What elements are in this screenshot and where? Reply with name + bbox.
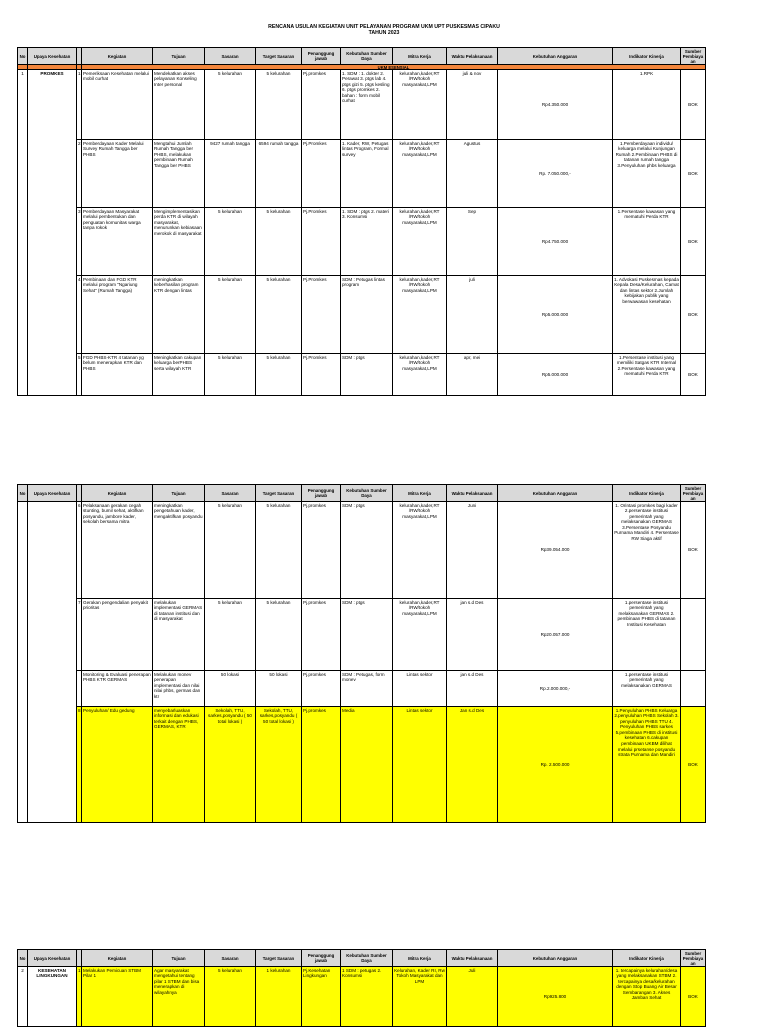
row-number-cell: 7 bbox=[77, 599, 82, 671]
table-header-row bbox=[18, 48, 706, 65]
mitra-cell: kelurahan,kader,RT /RW/tokoh masyarakat,LPM bbox=[393, 208, 447, 276]
table-row bbox=[18, 707, 706, 823]
mitra-cell: kelurahan,kader,RT /RW/tokoh masyarakat,LPM bbox=[393, 502, 447, 599]
header-cell: Kebutuhan Sumber Daya bbox=[341, 48, 393, 65]
header-cell: Penanggung jawab bbox=[302, 48, 341, 65]
sumber-daya-cell: 1. Kader, RW, Petugas lintas Program, Formal survey bbox=[341, 140, 393, 208]
waktu-cell: Juli bbox=[447, 967, 498, 1027]
table-row bbox=[18, 70, 706, 140]
sumber-daya-cell: SDM : Petugas lintas program bbox=[341, 276, 393, 354]
upaya-number-cell: 2 bbox=[18, 967, 28, 1027]
sasaran-cell: 50 lokasi bbox=[205, 671, 256, 707]
pj-cell: Pj.promkes bbox=[302, 502, 341, 599]
header-cell: No bbox=[18, 485, 28, 502]
row-number-cell: 8 bbox=[77, 707, 82, 823]
anggaran-cell: Rp5.000.000 bbox=[498, 354, 613, 396]
tujuan-cell: menyebarluaskan informasi dan edukasi terkait dengan PHBS, GERMAS, KTR bbox=[153, 707, 205, 823]
sasaran-cell: 5 kelurahan bbox=[205, 502, 256, 599]
sasaran-cell: 5 kelurahan bbox=[205, 70, 256, 140]
biaya-cell: BOK bbox=[681, 208, 706, 276]
pj-cell: Pj.Kesehatan Lingkungan bbox=[302, 967, 341, 1027]
tujuan-cell: Agar masyarakat mengetahui tentang pilar 1 STBM dan bisa menerapkan di wilayahnya bbox=[153, 967, 205, 1027]
mitra-cell: kelurahan,kader,RT /RW/tokoh masyarakat,LPM bbox=[393, 140, 447, 208]
sumber-daya-cell: SDM : ptgs bbox=[341, 502, 393, 599]
indikator-cell: 1.Persentase kawasan yang mematuhi Perda KTR bbox=[613, 208, 681, 276]
header-cell: Upaya Kesehatan bbox=[28, 48, 77, 65]
table-row bbox=[18, 276, 706, 354]
indikator-cell: 1.RPK bbox=[613, 70, 681, 140]
header-cell: Kebutuhan Sumber Daya bbox=[341, 485, 393, 502]
kegiatan-cell: Pelaksanaan gerakan cegah stunting, bumil sehat, aktifkan posyandu, jambore kader, sekolah bersama mitra bbox=[82, 502, 153, 599]
table-row bbox=[18, 599, 706, 671]
header-cell: Waktu Pelaksanaan bbox=[447, 485, 498, 502]
kegiatan-cell: Penyuluhan/ Edu gedung bbox=[82, 707, 153, 823]
target-cell: 5 kelurahan bbox=[256, 354, 302, 396]
indikator-cell: 1.Pemberdayaan individu/ keluarga melalui Kunjungan Rumah 2.Pembinaan PHBS di tatanan rumah tangga 3.Penyuluhan phbs keluarga bbox=[613, 140, 681, 208]
header-cell: Target Sasaran bbox=[256, 48, 302, 65]
kegiatan-cell: Melakukan Pemicuan STBM Pilar 1 bbox=[82, 967, 153, 1027]
header-cell: Sumber Pembiayaan bbox=[681, 485, 706, 502]
header-cell: Mitra Kerja bbox=[393, 485, 447, 502]
anggaran-cell: Rp925.800 bbox=[498, 967, 613, 1027]
mitra-cell: Lintas sektor bbox=[393, 707, 447, 823]
tujuan-cell: Mendekatkan akses pelayanan Konseling Inter personal bbox=[153, 70, 205, 140]
tujuan-cell: melakukan implementasi GERMAS di tatanan institusi dan di masyarakat bbox=[153, 599, 205, 671]
sumber-daya-cell: SDM : ptgs bbox=[341, 599, 393, 671]
header-cell: Sasaran bbox=[205, 485, 256, 502]
anggaran-cell: Rp5.000.000 bbox=[498, 276, 613, 354]
biaya-cell: BOK bbox=[681, 276, 706, 354]
indikator-cell: 1.persentase institusi pemerintah yang melaksanakan GERMAS 2. pembinaan PHBS di tatanan Institusi Kesehatan bbox=[613, 599, 681, 671]
upaya-number-cell: 1 bbox=[18, 70, 28, 396]
pj-cell: Pj.Promkes bbox=[302, 208, 341, 276]
indikator-cell: 1.persentase institusi pemerintah yang melaksanakan GERMAS bbox=[613, 671, 681, 707]
indikator-cell: 1. tercapainya kelurahan/desa yang melaksanakan STBM 2. tercapainya desa/kelurahan dengan Stop Buang Air Besar Sembarangan 3. Akses Jamban Sehat bbox=[613, 967, 681, 1027]
biaya-cell bbox=[681, 671, 706, 707]
mitra-cell: Kelurahan, Kader RI, Rw Tokoh Masyarakat dan LPM bbox=[393, 967, 447, 1027]
upaya-kesehatan-cell: KESEHATAN LINGKUNGAN bbox=[28, 967, 77, 1027]
waktu-cell: Sep bbox=[447, 208, 498, 276]
sasaran-cell: Sekolah, TTU, sarkes,posyandu ( 50 total lokasi ) bbox=[205, 707, 256, 823]
upaya-kesehatan-cell bbox=[28, 502, 77, 823]
table-header-row bbox=[18, 950, 706, 967]
mitra-cell: kelurahan,kader,RT /RW/tokoh masyarakat,LPM bbox=[393, 354, 447, 396]
kegiatan-cell: Pemeriksaan Kesehatan melalui mobil curhat bbox=[82, 70, 153, 140]
header-cell: Upaya Kesehatan bbox=[28, 950, 77, 967]
anggaran-cell: Rp20.057.000 bbox=[498, 599, 613, 671]
header-cell: Indikator Kinerja bbox=[613, 485, 681, 502]
indikator-cell: 1. Orintasi promkes bagi kader 2.persentase institusi pemerintah yang melaksanakan GERMAS 3.Persentase Posyandu Purnama Mandiri 4. Persentase RW Siaga aktif bbox=[613, 502, 681, 599]
report-year: TAHUN 2023 bbox=[368, 30, 400, 36]
target-cell: 50 lokasi bbox=[256, 671, 302, 707]
row-number-cell: 6 bbox=[77, 502, 82, 599]
mitra-cell: kelurahan,kader,RT /RW/tokoh masyarakat,LPM bbox=[393, 70, 447, 140]
target-cell: 5 kelurahan bbox=[256, 502, 302, 599]
pj-cell: Pj.Promkes bbox=[302, 354, 341, 396]
target-cell: 5 kelurahan bbox=[256, 208, 302, 276]
indikator-cell: 1.Persentase institusi yang memiliki Satgas KTR Internal 2.Persentase kawasan yang mematuhi Perda KTR bbox=[613, 354, 681, 396]
upaya-kesehatan-cell: PROMKES bbox=[28, 70, 77, 396]
sumber-daya-cell: Media bbox=[341, 707, 393, 823]
tujuan-cell: meningkatkan pengetahuan kader, mengaktifkan posyandu bbox=[153, 502, 205, 599]
anggaran-cell: Rp4.350.000 bbox=[498, 70, 613, 140]
target-cell: 1 kelurahan bbox=[256, 967, 302, 1027]
pj-cell: Pj.promkes bbox=[302, 70, 341, 140]
waktu-cell: jan s.d Des bbox=[447, 671, 498, 707]
header-cell: Tujuan bbox=[153, 485, 205, 502]
sumber-daya-cell: 1. SDM : 1. dokter 2. Perawat 3. ptgs lab 4. ptgs gizi 5. ptgs kesling 6. ptgs promkes 2. bahan : form mobil curhat bbox=[341, 70, 393, 140]
sasaran-cell: 5 kelurahan bbox=[205, 967, 256, 1027]
table-row bbox=[18, 354, 706, 396]
header-cell: Target Sasaran bbox=[256, 485, 302, 502]
table-row bbox=[18, 140, 706, 208]
sumber-daya-cell: SDM : ptgs bbox=[341, 354, 393, 396]
waktu-cell: Juni bbox=[447, 502, 498, 599]
kegiatan-cell: Gerakan pengendalian penyakit prioritas bbox=[82, 599, 153, 671]
header-cell: No bbox=[18, 48, 28, 65]
header-cell: Penanggung jawab bbox=[302, 485, 341, 502]
sasaran-cell: 5 kelurahan bbox=[205, 599, 256, 671]
pj-cell: Pj.Promkes bbox=[302, 276, 341, 354]
header-cell: No bbox=[18, 950, 28, 967]
biaya-cell: BOK bbox=[681, 707, 706, 823]
header-cell: Penanggung jawab bbox=[302, 950, 341, 967]
activity-table-3 bbox=[17, 949, 706, 1027]
kegiatan-cell: Monitoring & Evaluasi penerapan PHBS KTR GERMAS bbox=[82, 671, 153, 707]
tujuan-cell: Meningkatkan cakupan keluarga berPHBS serta wilayah KTR bbox=[153, 354, 205, 396]
kegiatan-cell: FGD PHBS-KTR 4 tatanan yg belum menerapkan KTR dan PHBS bbox=[82, 354, 153, 396]
header-cell: Target Sasaran bbox=[256, 950, 302, 967]
sumber-daya-cell: SDM : Petugas, form monev bbox=[341, 671, 393, 707]
pj-cell: Pj.promkes bbox=[302, 599, 341, 671]
activity-table-1 bbox=[17, 47, 706, 396]
row-number-cell: 1 bbox=[77, 70, 82, 140]
sasaran-cell: 5 kelurahan bbox=[205, 208, 256, 276]
biaya-cell: BOK bbox=[681, 967, 706, 1027]
activity-table-2 bbox=[17, 484, 706, 823]
biaya-cell: BOK bbox=[681, 70, 706, 140]
target-cell: Sekolah, TTU, sarkes,posyandu ( 50 total lokasi ) bbox=[256, 707, 302, 823]
table-row bbox=[18, 967, 706, 1027]
mitra-cell: Lintas sektor bbox=[393, 671, 447, 707]
anggaran-cell: Rp. 7.050.000,- bbox=[498, 140, 613, 208]
anggaran-cell: Rp4.750.000 bbox=[498, 208, 613, 276]
header-cell: Kebutuhan Anggaran bbox=[498, 48, 613, 65]
indikator-cell: 1.Penyuluhan PHBS Keluarga 2.penyuluhan PHBS Sekolah 3. penyuluhan PHBS TTU 4. Penyuluhan PHBS sarkes 5.pembinaan PHBS di institusi kesehatan 6.cakupan pembinaan UKBM dilihat melalui prsetanse posyandu strata Purnama dan Mandiri bbox=[613, 707, 681, 823]
section-band-label: UKM ESENSIAL bbox=[82, 65, 706, 70]
row-number-cell: 2 bbox=[77, 140, 82, 208]
biaya-cell: BOK bbox=[681, 140, 706, 208]
row-number-cell: 4 bbox=[77, 276, 82, 354]
tujuan-cell: Melakukan monev penerapan implementasi dan nilai nilai phbs, germas dan ktr bbox=[153, 671, 205, 707]
mitra-cell: kelurahan,kader,RT /RW/tokoh masyarakat,LPM bbox=[393, 276, 447, 354]
header-cell: Kegiatan bbox=[82, 950, 153, 967]
header-cell: Sumber Pembiayaan bbox=[681, 950, 706, 967]
anggaran-cell: Rp.2.000.000,- bbox=[498, 671, 613, 707]
waktu-cell: apr, mei bbox=[447, 354, 498, 396]
kegiatan-cell: Pemberdayaan Kader Melalui Survey Rumah Tangga ber PHBS bbox=[82, 140, 153, 208]
waktu-cell: Agustus bbox=[447, 140, 498, 208]
table-row bbox=[18, 671, 706, 707]
row-number-cell: 1 bbox=[77, 967, 82, 1027]
tujuan-cell: Mengimplementasikan perda KTR di wilayah masyarakat, menurunkan kebiasaan merokok di masyarakat bbox=[153, 208, 205, 276]
header-cell: Kegiatan bbox=[82, 48, 153, 65]
header-cell: Kegiatan bbox=[82, 485, 153, 502]
table-row bbox=[18, 208, 706, 276]
header-cell: Sasaran bbox=[205, 950, 256, 967]
header-cell: Mitra Kerja bbox=[393, 950, 447, 967]
waktu-cell: juli & nov bbox=[447, 70, 498, 140]
waktu-cell: juli bbox=[447, 276, 498, 354]
header-cell: Tujuan bbox=[153, 48, 205, 65]
indikator-cell: 1. Advokasi Puskesmas kepada Kepala Desa/Kelurahan, Camat dan lintas sektor 2.Jumlah kebijakan publik yang berwawasan kesehatan bbox=[613, 276, 681, 354]
header-cell: Waktu Pelaksanaan bbox=[447, 48, 498, 65]
waktu-cell: Jan s.d Des bbox=[447, 707, 498, 823]
header-cell: Upaya Kesehatan bbox=[28, 485, 77, 502]
pj-cell: Pj.promkes bbox=[302, 707, 341, 823]
pj-cell: Pj.promkes bbox=[302, 671, 341, 707]
header-cell: Kebutuhan Anggaran bbox=[498, 485, 613, 502]
header-cell: Indikator Kinerja bbox=[613, 48, 681, 65]
sumber-daya-cell: 1. SDM : ptgs 2. materi 3. Konsumsi bbox=[341, 208, 393, 276]
anggaran-cell: Rp39.054.000 bbox=[498, 502, 613, 599]
header-cell: Indikator Kinerja bbox=[613, 950, 681, 967]
anggaran-cell: Rp. 2.500.000 bbox=[498, 707, 613, 823]
sasaran-cell: 5 kelurahan bbox=[205, 354, 256, 396]
kegiatan-cell: Pembinaan dan FGD KTR melalui program "Ngariung Sehat" (Rumah Tangga) bbox=[82, 276, 153, 354]
tujuan-cell: meningkatkan keberhasilan program KTR dengan lintas bbox=[153, 276, 205, 354]
sumber-daya-cell: 1 SDM : petugas 2. Konsumsi bbox=[341, 967, 393, 1027]
target-cell: 5 kelurahan bbox=[256, 276, 302, 354]
header-cell: Kebutuhan Anggaran bbox=[498, 950, 613, 967]
header-cell: Waktu Pelaksanaan bbox=[447, 950, 498, 967]
biaya-cell: BOK bbox=[681, 354, 706, 396]
header-cell: Tujuan bbox=[153, 950, 205, 967]
table-header-row bbox=[18, 485, 706, 502]
tujuan-cell: Mengtahui Jumlah Rumah Tangga ber PHBS, melakukan pembinaan Rumah Tangga ber PHBS bbox=[153, 140, 205, 208]
header-cell: Mitra Kerja bbox=[393, 48, 447, 65]
biaya-cell: BOK bbox=[681, 502, 706, 599]
table-row bbox=[18, 502, 706, 599]
upaya-number-cell bbox=[18, 502, 28, 823]
header-cell: Sumber Pembiayaan bbox=[681, 48, 706, 65]
kegiatan-cell: Pemberdayaan Masyarakat melalui pembentukan dan penguatan komunitas warga tanpa rokok bbox=[82, 208, 153, 276]
pj-cell: Pj.Promkes bbox=[302, 140, 341, 208]
header-cell: Sasaran bbox=[205, 48, 256, 65]
mitra-cell: kelurahan,kader,RT /RW/tokoh masyarakat,LPM bbox=[393, 599, 447, 671]
row-number-cell: 3 bbox=[77, 208, 82, 276]
sasaran-cell: 9427 rumah tangga bbox=[205, 140, 256, 208]
row-number-cell: 5 bbox=[77, 354, 82, 396]
header-cell: Kebutuhan Sumber Daya bbox=[341, 950, 393, 967]
report-title: RENCANA USULAN KEGIATAN UNIT PELAYANAN PROGRAM UKM UPT PUSKESMAS CIPAKU bbox=[268, 24, 500, 30]
target-cell: 5 kelurahan bbox=[256, 70, 302, 140]
target-cell: 5 kelurahan bbox=[256, 599, 302, 671]
sasaran-cell: 5 kelurahan bbox=[205, 276, 256, 354]
biaya-cell bbox=[681, 599, 706, 671]
waktu-cell: jan s.d Des bbox=[447, 599, 498, 671]
target-cell: 6594 rumah tangga bbox=[256, 140, 302, 208]
